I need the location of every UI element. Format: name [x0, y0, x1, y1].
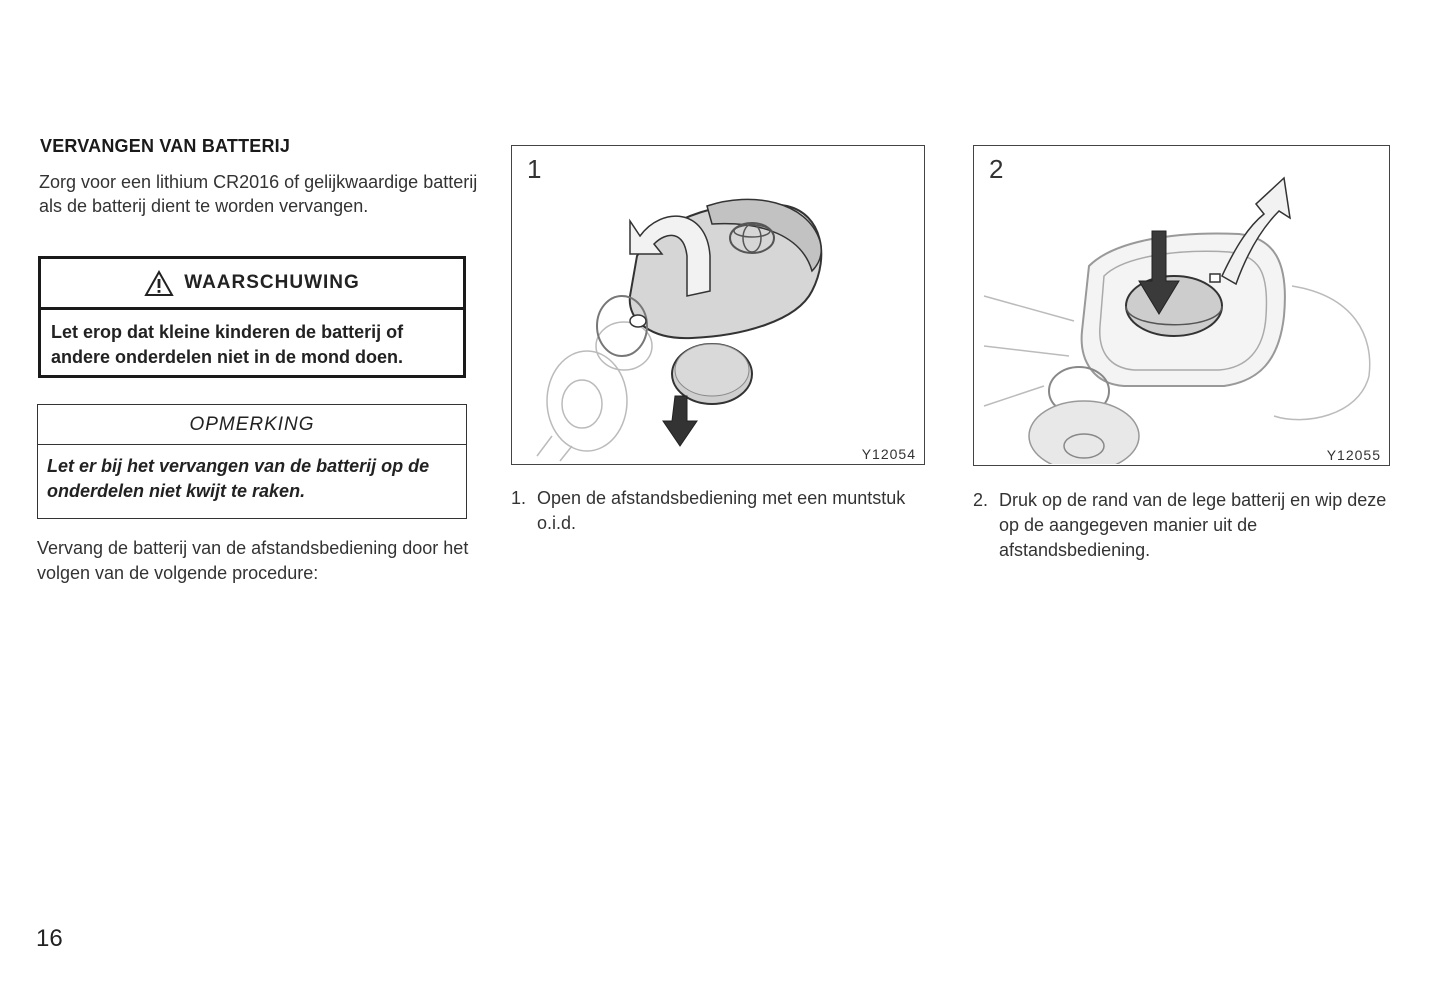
warning-box [38, 256, 466, 378]
step-number: 1. [511, 488, 527, 508]
note-box [37, 404, 467, 519]
procedure-intro: Vervang de batterij van de afstandsbediening door het volgen van de volgende procedure: [37, 538, 469, 583]
figure-2 [973, 145, 1390, 466]
step-2 [973, 488, 1393, 563]
warning-triangle-icon [144, 270, 174, 297]
page-number: 16 [36, 925, 63, 952]
step-1 [511, 486, 931, 536]
figure-number: 2 [989, 154, 1004, 184]
intro-paragraph: Zorg voor een lithium CR2016 of gelijkwaardige batterij als de batterij dient te worden vervangen. [39, 172, 478, 216]
warning-title: WAARSCHUWING [184, 272, 360, 293]
warning-header [41, 259, 463, 310]
battery-removal-illustration [974, 146, 1388, 464]
note-text: Let er bij het vervangen van de batterij op de onderdelen niet kwijt te raken. [47, 456, 430, 501]
figure-code: Y12055 [1326, 447, 1381, 463]
step-number: 2. [973, 490, 989, 510]
figure-1 [511, 145, 925, 465]
figure-code: Y12054 [861, 446, 916, 462]
step-text: Open de afstandsbediening met een muntstuk o.i.d. [537, 488, 906, 533]
section-heading: VERVANGEN VAN BATTERIJ [40, 136, 291, 156]
warning-text: Let erop dat kleine kinderen de batterij of andere onderdelen niet in de mond doen. [51, 322, 404, 367]
step-text: Druk op de rand van de lege batterij en wip deze op de aangegeven manier uit de afstandsbediening. [999, 490, 1387, 560]
figure-number: 1 [527, 154, 542, 184]
remote-open-illustration [512, 146, 923, 463]
note-title: OPMERKING [38, 405, 466, 445]
